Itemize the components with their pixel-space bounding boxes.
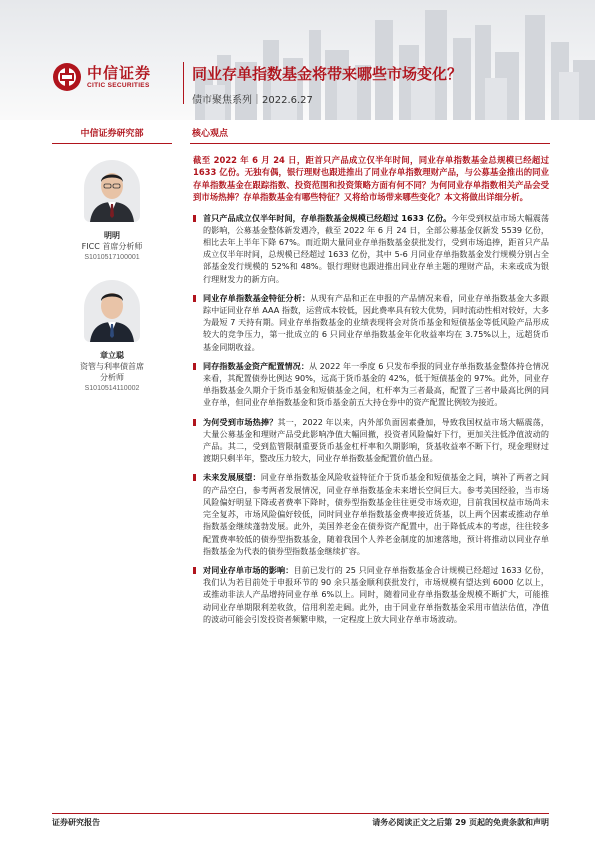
brand-name-cn: 中信证券	[87, 63, 152, 82]
footer-divider	[52, 813, 549, 814]
analyst-name: 明明	[104, 231, 120, 240]
research-dept-heading: 中信证券研究部	[52, 124, 172, 144]
core-views-heading: 核心观点	[190, 124, 550, 144]
section-body: 从 2022 年一季度 6 只发布季报的同业存单指数基金整体持仓情况来看，其配置债券比例达 90%，远高于货币基金的 42%，低于短债基金的 97%。此外，同业存单指数基金久期介于货币基金和短债基金之间，杠杆率为三者最高，配置了三者中最高比例的同业存单，但同业存单指数基金和货币基金前五大持仓券中的资产配置比例较为接近。	[203, 360, 549, 408]
analyst-portrait-image	[84, 160, 140, 222]
citic-logo-icon	[52, 62, 82, 92]
section-body: 从现有产品和正在申报的产品情况来看，同业存单指数基金大多跟踪中证同业存单 AAA 指数，运营成本较低，因此费率具有较大优势，同时流动性相对较好，大多为最短 7 天持有期。同业存单指数基金的业绩表现将会对货币基金和短债基金等低风险产品形成较大的竞争压力，第一批成立的 6 只同业存单指数基金年化收益率均在 3.75%以上，远超货币基金同期收益。	[203, 292, 549, 352]
section-market-impact	[193, 564, 549, 625]
bullet-marker	[193, 363, 196, 370]
report-subtitle: 债市聚焦系列｜2022.6.27	[192, 95, 313, 106]
section-allocation	[193, 360, 549, 409]
citic-logo	[52, 62, 151, 92]
brand-name-en: CITIC SECURITIES	[87, 81, 150, 89]
core-views-body	[193, 154, 549, 632]
section-popularity	[193, 416, 549, 465]
analyst-card	[52, 280, 172, 394]
footer-disclaimer: 请务必阅读正文之后第 29 页起的免责条款和声明	[372, 818, 549, 827]
title-divider	[183, 62, 184, 104]
section-lead: 为何受到市场热捧？	[203, 416, 278, 427]
analyst-photo	[84, 160, 140, 222]
section-body: 其一，2022 年以来，内外部负面因素叠加，导致我国权益市场大幅震荡，大量公募基金和理财产品受此影响净值大幅回撤，投资者风险偏好下行，更加关注低净值波动的产品。其二，受到监管限制重要货币基金杠杆率和久期影响，货基收益率不断下行，现金理财过渡期只剩半年，整改压力较大，同业存单指数基金配置价值凸显。	[203, 416, 549, 464]
bullet-marker	[193, 567, 196, 574]
analyst-license-id: S1010514110002	[84, 385, 140, 392]
analyst-card	[52, 160, 172, 263]
section-lead: 首只产品成立仅半年时间，存单指数基金规模已经超过 1633 亿份。	[203, 212, 452, 223]
section-body: 同业存单指数基金风险收益特征介于货币基金和短债基金之间，填补了两者之间的产品空白，参考两者发展情况，同业存单指数基金未来增长空间巨大。参考美国经验，当市场风险偏好明显下降或者费率下降时，债券型指数基金往往更受市场欢迎，目前我国权益市场尚未完全复苏，市场风险偏好较低，同时同业存单指数基金费率接近货基，以上两个因素或推动存单指数基金继续蓬勃发展。此外，美国养老金在债券资产配置中，出于降低成本的考虑，往往较多配置费率较低的债券型指数基金，随着我国个人养老金制度的加速落地，预计将推动以同业存单指数基金为代表的债券型指数基金继续扩容。	[203, 472, 549, 556]
section-scale	[193, 212, 549, 285]
analyst-role: FICC 首席分析师	[81, 242, 143, 251]
analyst-name: 章立聪	[100, 351, 124, 360]
summary-paragraph: 截至 2022 年 6 月 24 日，距首只产品成立仅半年时间，同业存单指数基金总规模已经超过 1633 亿份。无独有偶，银行理财也跟进推出了同业存单指数理财产品，与公募基金推出的同业存单指数基金在跟踪指数、投资范围和投资策略方面有何不同？为何同业存单指数相关产品会受到市场热捧？存单指数基金有哪些特征？又将给市场带来哪些变化？本文将做出详细分析。	[193, 155, 549, 203]
bullet-marker	[193, 215, 196, 222]
analyst-portrait-image	[84, 280, 140, 342]
section-lead: 同存指数基金资产配置情况：	[203, 360, 309, 371]
bullet-marker	[193, 295, 196, 302]
bullet-marker	[193, 474, 196, 481]
analyst-role: 资管与利率债首席	[80, 362, 144, 371]
footer-report-type: 证券研究报告	[52, 818, 100, 827]
section-lead: 未来发展展望：	[203, 472, 261, 483]
analyst-license-id: S1010517100001	[84, 254, 140, 261]
section-body: 今年受到权益市场大幅震荡的影响，公募基金整体新发遇冷，截至 2022 年 6 月 24 日，全部公募基金仅新发 5539 亿份，相比去年上半年下降 67%。而近期大量同业存单指数基金获批发行，受到市场追捧，距首只产品成立仅半年时间，总规模已经超过 1633 亿份，其中 5-6 月同业存单指数基金发行规模分别占全部基金发行规模的 52%和 48%。银行理财也跟进推出同业存单主题的理财产品，未来或成为银行理财发力的新方向。	[203, 212, 549, 284]
analyst-role-line2: 分析师	[100, 373, 124, 382]
section-features	[193, 292, 549, 353]
analyst-photo	[84, 280, 140, 342]
header-banner	[0, 0, 595, 120]
bullet-marker	[193, 419, 196, 426]
section-lead: 同业存单指数基金特征分析：	[203, 292, 311, 303]
report-title: 同业存单指数基金将带来哪些市场变化？	[192, 65, 463, 83]
section-outlook	[193, 471, 549, 556]
section-lead: 对同业存单市场的影响：	[203, 564, 294, 575]
section-body: 目前已发行的 25 只同业存单指数基金合计规模已经超过 1633 亿份，我们认为若目前处于申报环节的 90 余只基金顺利获批发行，市场规模有望达到 6000 亿以上，或推动非法人产品增持同业存单 6%以上。同时，随着同业存单指数基金规模不断扩大，可能推动同业存单期限利差收敛，信用利差走阔。此外，由于同业存单指数基金采用市值法估值，净值的波动可能会引发投资者频繁申赎，一定程度上放大同业存单市场波动。	[203, 564, 549, 624]
